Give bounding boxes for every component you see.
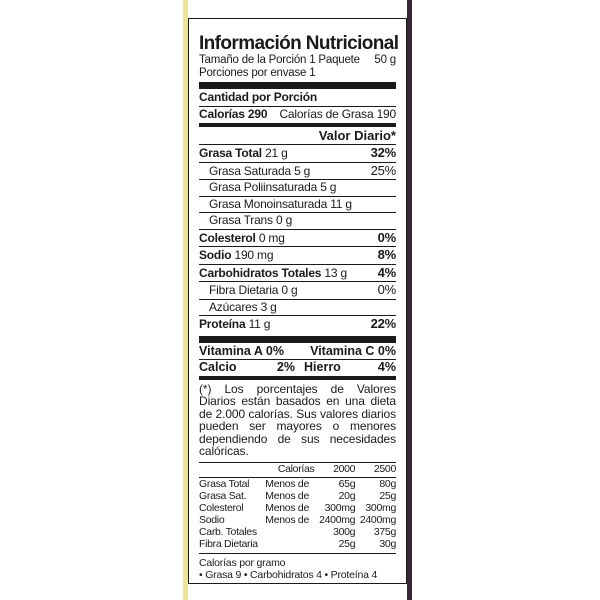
- table-cell: Menos de: [265, 489, 309, 502]
- table-cell: 375g: [373, 525, 396, 538]
- table-cell: [265, 538, 314, 550]
- nutrient-row-polyunsaturated-fat: [199, 180, 396, 197]
- table-cell: 300mg: [365, 501, 396, 514]
- amount-per-serving-label: Cantidad por Porción: [199, 90, 318, 104]
- divider-thick: [199, 82, 396, 89]
- nutrition-facts-label: [188, 18, 407, 584]
- iron: [304, 360, 396, 375]
- nutrient-amount: 0 g: [281, 283, 298, 297]
- nutrient-amount: 21 g: [265, 146, 288, 160]
- daily-values-table: [199, 463, 396, 550]
- nutrient-amount: 11 g: [330, 196, 352, 211]
- table-cell: Menos de: [265, 477, 309, 490]
- calcium: [199, 360, 295, 375]
- nutrient-row-total-carbohydrate: [199, 265, 396, 283]
- nutrient-label: Grasa Total: [199, 146, 262, 160]
- table-row: [199, 502, 396, 514]
- nutrient-dv: 25%: [370, 162, 396, 178]
- divider-thin: [199, 553, 396, 554]
- nutrient-amount: 5 g: [294, 163, 311, 178]
- serving-size-label: Tamaño de la Porción 1 Paquete: [199, 54, 360, 66]
- nutrient-label: Grasa Monoinsaturada: [209, 196, 328, 211]
- table-row: [199, 538, 396, 550]
- table-row: [199, 477, 396, 490]
- table-row: [199, 526, 396, 538]
- serving-size-value: 50 g: [374, 54, 396, 66]
- nutrient-row-monounsaturated-fat: [199, 197, 396, 214]
- servings-per-container: [199, 67, 396, 80]
- nutrient-dv: 0%: [377, 282, 396, 297]
- table-cell: Carb. Totales: [199, 525, 257, 538]
- vitamin-a: Vitamina A 0%: [199, 343, 284, 358]
- nutrient-label: Grasa Poliinsaturada: [209, 180, 318, 194]
- nutrient-amount: 0 g: [275, 213, 293, 227]
- table-header-cell: 2000: [333, 462, 356, 475]
- nutrient-amount: 3 g: [260, 299, 277, 314]
- nutrient-row-sodium: [199, 247, 396, 265]
- nutrient-amount: 5 g: [320, 180, 337, 194]
- footnote: (*) Los porcentajes de Valores Diarios están basados en una dieta de 2.000 calorías. Sus valores diarios pueden ser mayores o menores dependiendo de sus necesidades calóricas.: [199, 381, 396, 458]
- nutrient-label: Sodio: [199, 248, 232, 262]
- nutrient-amount: 190 mg: [234, 248, 274, 262]
- nutrient-row-trans-fat: [199, 213, 396, 230]
- table-cell: 65g: [338, 477, 356, 490]
- calories-row: [199, 107, 396, 123]
- table-header-cell: Calorías: [277, 462, 315, 475]
- nutrient-dv: 8%: [377, 247, 396, 262]
- nutrient-row-saturated-fat: [199, 163, 396, 181]
- nutrient-row-sugars: [199, 300, 396, 317]
- daily-value-header: Valor Diario*: [199, 128, 396, 145]
- nutrient-row-protein: [199, 316, 396, 333]
- mineral-row: [199, 360, 396, 375]
- nutrient-label: Grasa Trans: [209, 213, 273, 227]
- serving-size: [199, 54, 396, 67]
- table-header-cell: [199, 463, 265, 475]
- nutrient-amount: 0 mg: [258, 230, 285, 245]
- nutrient-row-cholesterol: [199, 230, 396, 248]
- divider-medium: [199, 376, 396, 380]
- calcium-pct: 2%: [276, 359, 295, 374]
- table-cell: [265, 526, 314, 538]
- table-cell: 20g: [338, 489, 356, 502]
- amount-per-serving: [199, 90, 396, 107]
- table-cell: Sodio: [199, 513, 225, 526]
- nutrient-dv: 0%: [377, 229, 396, 245]
- table-cell: 2400mg: [359, 513, 396, 526]
- table-cell: 25g: [338, 537, 356, 550]
- calories-per-gram-label: Calorías por gramo: [199, 556, 286, 569]
- divider-medium: [199, 123, 396, 127]
- table-header-cell: 2500: [373, 462, 396, 475]
- nutrient-amount: 11 g: [248, 317, 271, 331]
- calories-label: Calorías 290: [199, 106, 268, 121]
- table-cell: 30g: [379, 537, 396, 550]
- table-cell: 300mg: [324, 501, 356, 514]
- nutrient-dv: 4%: [377, 264, 396, 280]
- vitamin-row: [199, 344, 396, 360]
- calcium-label: Calcio: [199, 359, 237, 374]
- nutrient-amount: 13 g: [324, 265, 347, 280]
- table-cell: 300g: [333, 525, 356, 538]
- calories-fat-label: Calorías de Grasa 190: [279, 106, 396, 121]
- nutrient-label: Grasa Saturada: [209, 163, 291, 178]
- vitamin-c: Vitamina C 0%: [310, 343, 396, 358]
- table-cell: 25g: [379, 489, 396, 502]
- nutrient-dv: 22%: [370, 316, 396, 331]
- nutrient-label: Proteína: [199, 317, 246, 331]
- table-cell: Colesterol: [199, 501, 244, 514]
- table-cell: Grasa Sat.: [199, 489, 247, 502]
- divider-thick: [199, 336, 396, 343]
- table-cell: Grasa Total: [199, 477, 250, 490]
- table-cell: Menos de: [265, 501, 309, 514]
- table-cell: 80g: [379, 477, 396, 490]
- nutrient-label: Carbohidratos Totales: [199, 265, 322, 280]
- table-row: [199, 490, 396, 502]
- table-cell: Fibra Dietaria: [199, 537, 258, 550]
- servings-per-container-label: Porciones por envase 1: [199, 66, 316, 79]
- table-header-row: [199, 463, 396, 475]
- nutrient-row-total-fat: [199, 145, 396, 163]
- table-cell: 2400mg: [319, 513, 356, 526]
- package-edge-right: [407, 0, 412, 600]
- iron-label: Hierro: [304, 359, 341, 374]
- nutrient-dv: 32%: [370, 145, 396, 160]
- table-cell: Menos de: [265, 513, 309, 526]
- label-title: Información Nutricional: [199, 33, 399, 54]
- nutrient-label: Colesterol: [199, 230, 256, 245]
- nutrient-label: Azúcares: [209, 299, 258, 314]
- calories-per-gram-values: • Grasa 9 • Carbohidratos 4 • Proteína 4: [199, 568, 378, 581]
- nutrient-label: Fibra Dietaria: [209, 283, 279, 297]
- table-row: [199, 514, 396, 526]
- iron-pct: 4%: [377, 359, 396, 374]
- nutrient-row-dietary-fiber: [199, 282, 396, 300]
